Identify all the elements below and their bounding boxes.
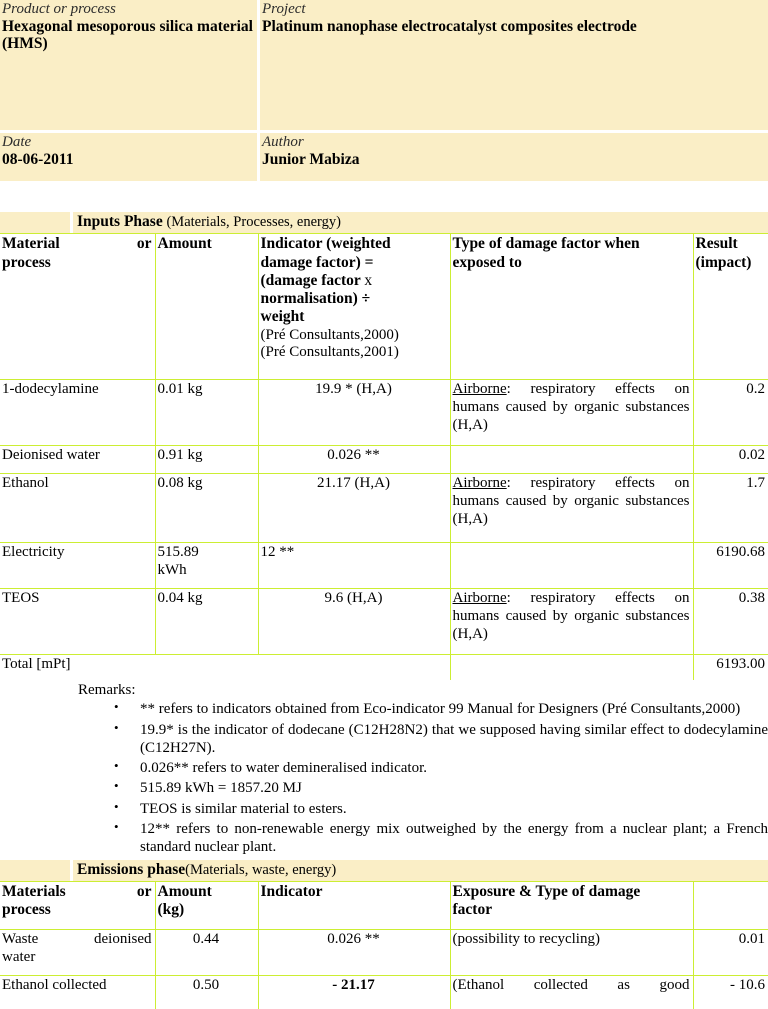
airborne-link: Airborne (452, 381, 507, 398)
header-result (693, 234, 768, 380)
remarks-section (0, 680, 768, 856)
cell-damage (450, 474, 693, 543)
cell-result: 1.7 (693, 474, 768, 543)
section-spacer (0, 184, 768, 212)
project-value: Platinum nanophase electrocatalyst composites electrode (262, 17, 637, 35)
date-value: 08-06-2011 (2, 150, 74, 168)
emissions-phase-title: Emissions phase (77, 860, 186, 878)
header-indicator-l3a: (damage factor (260, 271, 361, 289)
cell-material: Electricity (0, 543, 155, 589)
author-label: Author (262, 134, 304, 150)
cell-result: - 10.6 (693, 975, 768, 1009)
banner-left-pad (0, 212, 73, 233)
cell-material: Deionised water (0, 446, 155, 474)
product-value: Hexagonal mesoporous silica material (HMS) (2, 17, 253, 53)
header-material (0, 234, 155, 380)
list-item (140, 820, 768, 857)
cell-indicator: 12 ** (258, 543, 450, 589)
header-indicator-l5: weight (260, 308, 305, 326)
header-material-word2: or (136, 235, 152, 253)
header-amount-l2: (kg) (157, 901, 185, 919)
cell-amount: 0.91 kg (155, 446, 258, 474)
header-materials-word1: Materials (2, 882, 66, 900)
header-exposure-l1: Exposure & Type of damage (452, 882, 641, 900)
list-item (140, 759, 768, 777)
cell-result: 0.38 (693, 589, 768, 655)
header-damage-type-label: Type of damage factor when exposed to (452, 235, 640, 271)
header-amount (155, 234, 258, 380)
inputs-phase-subtitle: (Materials, Processes, energy) (166, 214, 341, 230)
header-materials-word2: or (136, 882, 152, 900)
document-header-table (0, 0, 768, 184)
remark-text: • 515.89 kWh = 1857.20 MJ (140, 780, 302, 797)
banner-text-cell (73, 212, 768, 233)
header-indicator-l3 (261, 272, 447, 290)
header-indicator-l1: Indicator (weighted (260, 235, 391, 253)
meta-cell-author (260, 133, 768, 184)
date-label: Date (2, 134, 32, 150)
inputs-phase-table (0, 233, 768, 680)
total-row (0, 655, 768, 681)
header-indicator-ref1: (Pré Consultants,2000) (260, 326, 399, 343)
header-indicator2 (258, 881, 450, 929)
meta-cell-product (0, 0, 260, 133)
cell-indicator: 9.6 (H,A) (258, 589, 450, 655)
list-item (140, 800, 768, 818)
header-material-line1 (2, 235, 152, 253)
header-indicator2-label: Indicator (260, 882, 323, 900)
cell-material: 1-dodecylamine (0, 380, 155, 446)
header-materials-line2: process (2, 901, 51, 919)
remarks-list (78, 700, 768, 856)
header-indicator-l3b: x (364, 271, 373, 289)
remark-text: • 19.9* is the indicator of dodecane (C12H28N2) that we supposed having similar effect to dodecylamine (C12H27N). (140, 721, 768, 756)
project-label: Project (262, 1, 306, 17)
table-row (0, 543, 768, 589)
total-label: Total [mPt] (0, 655, 450, 681)
banner-left-pad (0, 860, 73, 881)
remark-text: • ** refers to indicators obtained from Eco-indicator 99 Manual for Designers (Pré Consultants,2000) (140, 701, 741, 718)
header-materials (0, 881, 155, 929)
header-exposure-l2: factor (452, 901, 493, 919)
list-item (140, 779, 768, 797)
header-result-l2: (impact) (695, 253, 752, 271)
cell-result: 0.01 (693, 929, 768, 975)
cell-amount: 0.04 kg (155, 589, 258, 655)
banner-text-cell (73, 860, 768, 881)
inputs-phase-banner (0, 212, 768, 233)
header-exposure (450, 881, 693, 929)
inputs-phase-title: Inputs Phase (77, 213, 163, 230)
header-material-line2: process (2, 253, 51, 271)
table-row (0, 446, 768, 474)
remark-text: • 0.026** refers to water demineralised indicator. (140, 760, 427, 777)
damage-text: : respiratory effects on humans caused by organic substances (H,A) (452, 590, 690, 642)
cell-amount: 0.44 (155, 929, 258, 975)
airborne-link: Airborne (452, 590, 507, 607)
header-damage-type (450, 234, 693, 380)
cell-material: Ethanol (0, 474, 155, 543)
cell-material-line1 (2, 931, 152, 949)
cell-damage (450, 446, 693, 474)
meta-row-date (0, 133, 768, 184)
emissions-phase-subtitle: (Materials, waste, energy) (185, 861, 337, 878)
header-material-word1: Material (2, 235, 60, 253)
header-amount-label: Amount (157, 235, 212, 253)
header-indicator (258, 234, 450, 380)
cell-result: 6190.68 (693, 543, 768, 589)
table-row (0, 929, 768, 975)
remarks-title: Remarks: (78, 682, 136, 699)
cell-exposure: (possibility to recycling) (450, 929, 693, 975)
cell-damage (450, 380, 693, 446)
cell-amount: 0.01 kg (155, 380, 258, 446)
cell-material-line2: water (2, 948, 36, 965)
cell-amount: 0.08 kg (155, 474, 258, 543)
meta-row-product (0, 0, 768, 133)
cell-damage (450, 543, 693, 589)
meta-cell-project (260, 0, 768, 133)
table-row (0, 975, 768, 1009)
header-indicator-l4: normalisation) ÷ (260, 290, 371, 308)
cell-material (0, 929, 155, 975)
amount-value: 515.89 kWh (157, 544, 199, 578)
cell-indicator: 21.17 (H,A) (258, 474, 450, 543)
cell-indicator: 0.026 ** (258, 929, 450, 975)
table-row (0, 589, 768, 655)
cell-amount: 0.50 (155, 975, 258, 1009)
product-label: Product or process (2, 1, 116, 17)
airborne-link: Airborne (452, 475, 507, 492)
inputs-header-row (0, 234, 768, 380)
cell-indicator: 19.9 * (H,A) (258, 380, 450, 446)
cell-exposure: (Ethanol collected as good (450, 975, 693, 1009)
header-amount-kg (155, 881, 258, 929)
author-value: Junior Mabiza (262, 150, 360, 168)
header-indicator-l2: damage factor) = (260, 253, 374, 271)
cell-indicator: 0.026 ** (258, 446, 450, 474)
header-result-l1: Result (695, 235, 738, 253)
emissions-header-row (0, 881, 768, 929)
list-item (140, 721, 768, 758)
material-word1: Waste (2, 930, 39, 947)
cell-result: 0.2 (693, 380, 768, 446)
table-row (0, 380, 768, 446)
header-materials-line1 (2, 883, 152, 901)
remark-text: • TEOS is similar material to esters. (140, 800, 347, 817)
cell-result: 0.02 (693, 446, 768, 474)
emissions-phase-table (0, 881, 768, 1009)
total-spacer (450, 655, 693, 681)
remark-text: • 12** refers to non-renewable energy mix outweighed by the energy from a nuclear plant; a French standard nuclear plant. (140, 821, 768, 856)
cell-material: TEOS (0, 589, 155, 655)
header-amount-l1: Amount (157, 882, 212, 900)
emissions-phase-banner (0, 860, 768, 881)
header-result2 (693, 881, 768, 929)
cell-material: Ethanol collected (0, 975, 155, 1009)
table-row (0, 474, 768, 543)
cell-amount (155, 543, 258, 589)
header-indicator-ref2: (Pré Consultants,2001) (260, 344, 399, 361)
damage-text: : respiratory effects on humans caused by organic substances (H,A) (452, 381, 690, 433)
meta-cell-date (0, 133, 260, 184)
cell-damage (450, 589, 693, 655)
list-item (140, 700, 768, 718)
damage-text: : respiratory effects on humans caused by organic substances (H,A) (452, 475, 690, 527)
total-value: 6193.00 (693, 655, 768, 681)
material-word2: deionised (94, 930, 152, 947)
cell-indicator: - 21.17 (258, 975, 450, 1009)
